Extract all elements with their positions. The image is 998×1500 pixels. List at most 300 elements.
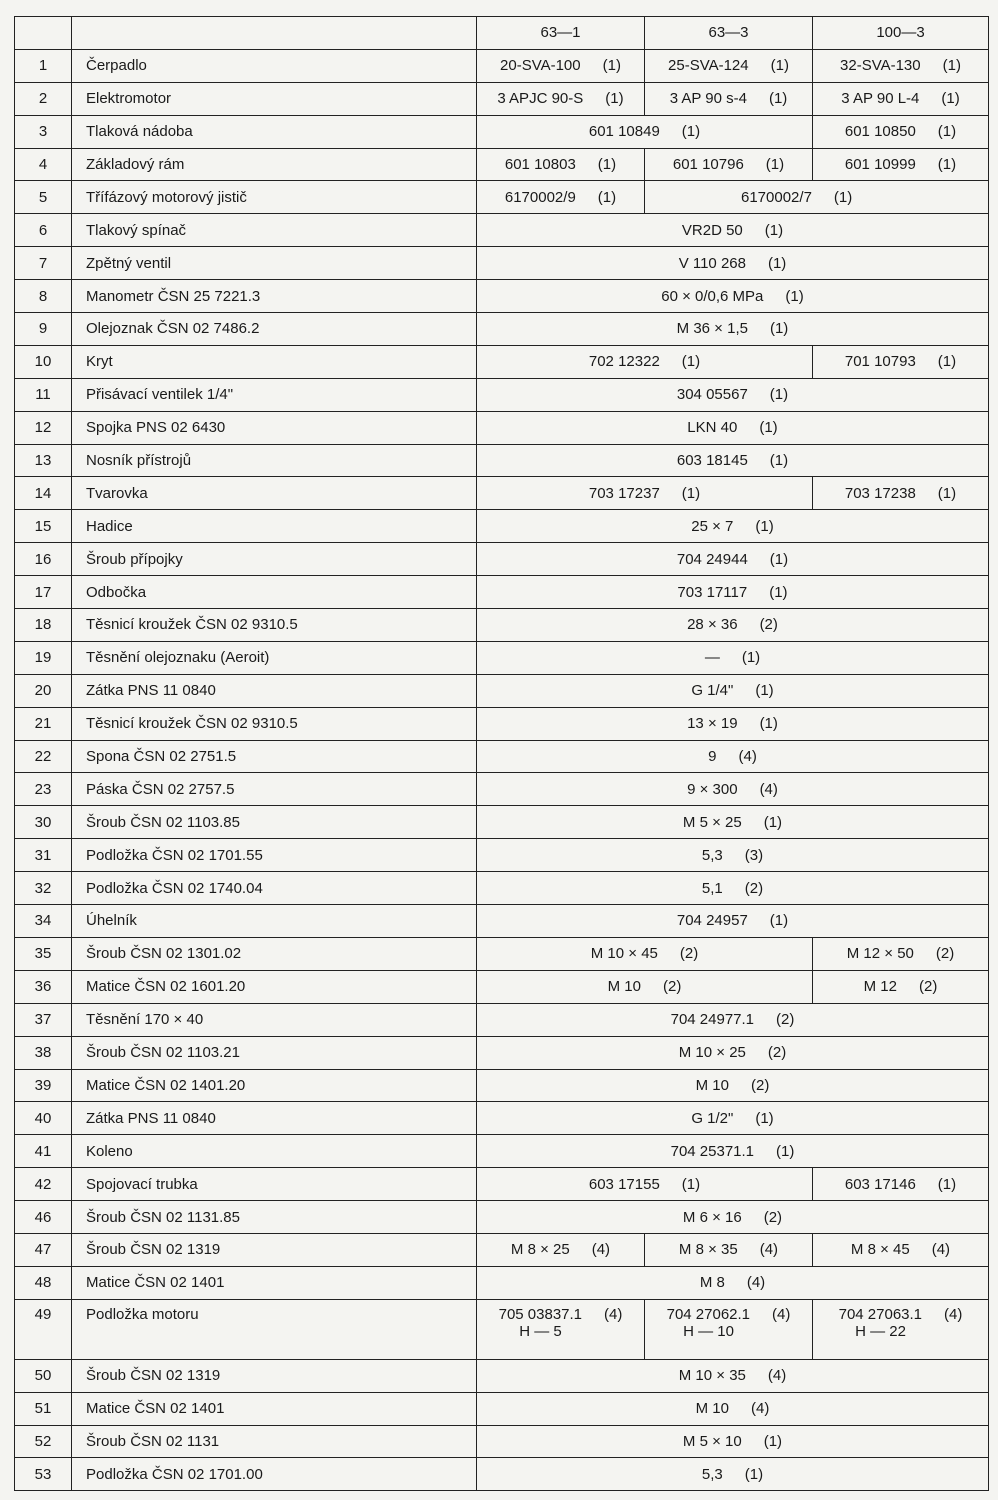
value-cell — [813, 477, 989, 510]
value-text: 603 18145 — [676, 452, 748, 470]
value-wrap — [481, 1077, 984, 1094]
value-cell — [477, 641, 989, 674]
value-cell — [477, 1359, 989, 1392]
table-row — [15, 1135, 989, 1168]
part-name: Šroub ČSN 02 1103.85 — [72, 806, 477, 839]
value-text: M 8 × 35 — [678, 1241, 738, 1259]
parts-table — [14, 16, 989, 1491]
position-number: 2 — [15, 82, 72, 115]
value-cell — [813, 1299, 989, 1359]
part-name: Spona ČSN 02 2751.5 — [72, 740, 477, 773]
value-text: 3 APJC 90-S — [497, 90, 584, 108]
table-row — [15, 905, 989, 938]
position-number: 10 — [15, 345, 72, 378]
quantity-text: (1) — [769, 583, 788, 601]
value-wrap — [481, 616, 984, 633]
part-name: Páska ČSN 02 2757.5 — [72, 773, 477, 806]
quantity-text: (1) — [769, 386, 789, 404]
header-name-cell — [72, 17, 477, 50]
value-wrap — [481, 1400, 984, 1417]
table-row — [15, 1036, 989, 1069]
part-name: Těsnicí kroužek ČSN 02 9310.5 — [72, 609, 477, 642]
quantity-text: (1) — [681, 1175, 701, 1193]
value-text: M 10 × 45 — [590, 945, 658, 963]
part-name: Elektromotor — [72, 82, 477, 115]
table-row — [15, 378, 989, 411]
value-wrap — [481, 189, 640, 206]
position-number: 39 — [15, 1069, 72, 1102]
part-name: Těsnění 170 × 40 — [72, 1003, 477, 1036]
value-text: M 10 × 25 — [678, 1044, 746, 1062]
value-wrap — [481, 353, 808, 370]
quantity-text: (1) — [744, 1465, 764, 1483]
value-wrap — [817, 1176, 984, 1193]
quantity-text: (1) — [767, 254, 787, 272]
value-cell — [477, 576, 989, 609]
table-row — [15, 937, 989, 970]
value-wrap — [481, 485, 808, 502]
value-wrap — [481, 1433, 984, 1450]
value-cell — [477, 1069, 989, 1102]
value-wrap — [481, 682, 984, 699]
quantity-text: (1) — [942, 57, 961, 75]
table-row — [15, 674, 989, 707]
value-text: 702 12322 — [588, 353, 660, 371]
value-text: M 10 — [695, 1076, 729, 1094]
value-cell — [645, 1233, 813, 1266]
value-cell — [645, 82, 813, 115]
position-number: 23 — [15, 773, 72, 806]
value-cell — [813, 970, 989, 1003]
value-cell — [477, 1135, 989, 1168]
part-name: Zátka PNS 11 0840 — [72, 1102, 477, 1135]
value-text: 703 17238 — [844, 484, 916, 502]
value-text: 5,3 — [701, 846, 723, 864]
position-number: 49 — [15, 1299, 72, 1359]
part-name: Podložka ČSN 02 1701.00 — [72, 1458, 477, 1491]
position-number: 12 — [15, 411, 72, 444]
value-text: 25 × 7 — [691, 517, 734, 535]
position-number: 36 — [15, 970, 72, 1003]
value-cell — [645, 49, 813, 82]
quantity-text: (1) — [759, 419, 778, 437]
quantity-text: (1) — [681, 353, 701, 371]
value-wrap — [481, 1274, 984, 1291]
position-number: 6 — [15, 214, 72, 247]
part-name: Spojovací trubka — [72, 1168, 477, 1201]
value-text: M 8 × 45 — [850, 1241, 910, 1259]
part-name: Matice ČSN 02 1401.20 — [72, 1069, 477, 1102]
value-text: 32-SVA-130 — [840, 57, 921, 75]
header-number-cell — [15, 17, 72, 50]
table-row — [15, 1458, 989, 1491]
position-number: 31 — [15, 839, 72, 872]
quantity-text: (1) — [755, 1109, 774, 1127]
value-text: 703 17237 — [588, 484, 660, 502]
value-wrap — [481, 748, 984, 765]
position-number: 14 — [15, 477, 72, 510]
value-cell — [477, 1425, 989, 1458]
value-cell — [477, 543, 989, 576]
value-text: 704 27062.1 — [666, 1305, 751, 1323]
table-row — [15, 247, 989, 280]
value-cell — [477, 444, 989, 477]
quantity-text: (1) — [681, 484, 701, 502]
quantity-text: (4) — [772, 1305, 791, 1323]
value-cell — [813, 49, 989, 82]
value-cell — [477, 510, 989, 543]
value-text: 601 10796 — [672, 156, 744, 173]
value-wrap — [481, 847, 984, 864]
value-wrap — [481, 781, 984, 798]
quantity-text: (2) — [919, 978, 938, 996]
table-row — [15, 345, 989, 378]
position-number: 35 — [15, 937, 72, 970]
value-text: 3 AP 90 s-4 — [669, 90, 747, 108]
part-name: Matice ČSN 02 1601.20 — [72, 970, 477, 1003]
part-name: Podložka motoru — [72, 1299, 477, 1359]
value-wrap — [481, 1044, 984, 1061]
quantity-text: (1) — [937, 156, 957, 173]
value-cell — [477, 905, 989, 938]
position-number: 50 — [15, 1359, 72, 1392]
value-wrap — [481, 978, 808, 995]
value-text: V 110 268 — [678, 254, 746, 272]
table-row — [15, 82, 989, 115]
part-name: Manometr ČSN 25 7221.3 — [72, 280, 477, 313]
value-cell — [477, 970, 813, 1003]
value-wrap — [481, 1143, 984, 1160]
value-text: 705 03837.1 — [498, 1305, 583, 1323]
value-cell — [477, 806, 989, 839]
position-number: 13 — [15, 444, 72, 477]
value-wrap — [481, 156, 640, 173]
part-name: Přisávací ventilek 1/4" — [72, 378, 477, 411]
value-text: 601 10849 — [588, 123, 660, 141]
table-row — [15, 970, 989, 1003]
value-text: 25-SVA-124 — [668, 57, 749, 75]
part-name: Spojka PNS 02 6430 — [72, 411, 477, 444]
value-cell — [813, 148, 989, 181]
table-row — [15, 1102, 989, 1135]
table-row — [15, 773, 989, 806]
value-wrap — [481, 255, 984, 272]
value-cell — [813, 1233, 989, 1266]
quantity-text: (1) — [597, 188, 617, 206]
position-number: 11 — [15, 378, 72, 411]
quantity-text: (1) — [937, 353, 957, 371]
value-text: M 10 — [607, 978, 641, 996]
value-cell — [477, 1102, 989, 1135]
header-variant-100-3: 100—3 — [813, 17, 989, 50]
value-cell — [477, 674, 989, 707]
value-cell — [477, 378, 989, 411]
value-text: 601 10999 — [844, 156, 916, 173]
part-name: Matice ČSN 02 1401 — [72, 1266, 477, 1299]
value-wrap — [481, 386, 984, 403]
part-name: Olejoznak ČSN 02 7486.2 — [72, 313, 477, 346]
position-number: 3 — [15, 115, 72, 148]
table-row — [15, 444, 989, 477]
value-cell — [477, 1266, 989, 1299]
parts-table-body — [15, 17, 989, 1491]
value-text: 704 27063.1 — [838, 1305, 923, 1323]
part-name: Třífázový motorový jistič — [72, 181, 477, 214]
quantity-text: (1) — [776, 1142, 795, 1160]
quantity-text: (2) — [763, 1208, 783, 1226]
position-number: 40 — [15, 1102, 72, 1135]
table-row — [15, 148, 989, 181]
position-number: 19 — [15, 641, 72, 674]
value-cell — [477, 115, 813, 148]
value-cell — [477, 1392, 989, 1425]
value-cell — [477, 707, 989, 740]
quantity-text: (1) — [769, 452, 789, 470]
table-row — [15, 641, 989, 674]
part-name: Šroub ČSN 02 1319 — [72, 1359, 477, 1392]
value-text: 601 10850 — [844, 123, 916, 141]
table-row — [15, 609, 989, 642]
value-wrap — [817, 945, 984, 962]
position-number: 47 — [15, 1233, 72, 1266]
table-row — [15, 510, 989, 543]
quantity-text: (2) — [767, 1044, 787, 1062]
value-wrap — [481, 1367, 984, 1384]
table-row — [15, 707, 989, 740]
quantity-text: (1) — [937, 123, 957, 141]
quantity-text: (1) — [759, 715, 778, 733]
quantity-text: (1) — [597, 156, 617, 173]
value-wrap — [817, 90, 984, 107]
value-text: 601 10803 — [504, 156, 576, 173]
table-row — [15, 872, 989, 905]
part-name: Čerpadlo — [72, 49, 477, 82]
quantity-text: (1) — [769, 912, 789, 930]
table-row — [15, 1069, 989, 1102]
part-name: Šroub ČSN 02 1301.02 — [72, 937, 477, 970]
part-name: Šroub ČSN 02 1131.85 — [72, 1201, 477, 1234]
value-wrap — [481, 320, 984, 337]
quantity-text: (1) — [602, 57, 621, 75]
value-cell — [477, 1036, 989, 1069]
header-variant-63-1: 63—1 — [477, 17, 645, 50]
quantity-text: (2) — [935, 945, 955, 963]
value-text: — — [704, 649, 720, 667]
quantity-text: (2) — [744, 879, 764, 897]
position-number: 9 — [15, 313, 72, 346]
position-number: 18 — [15, 609, 72, 642]
value-wrap — [817, 57, 984, 74]
position-number: 15 — [15, 510, 72, 543]
value-text: M 10 × 35 — [678, 1367, 746, 1385]
value-wrap — [481, 1306, 640, 1323]
value-text: 5,3 — [701, 1465, 723, 1483]
value-text: M 5 × 10 — [682, 1432, 742, 1450]
table-row — [15, 1201, 989, 1234]
value-wrap — [817, 485, 984, 502]
table-row — [15, 1233, 989, 1266]
value-text: M 12 × 50 — [846, 945, 914, 963]
value-wrap — [481, 584, 984, 601]
table-row — [15, 576, 989, 609]
part-name: Kryt — [72, 345, 477, 378]
value-text: 20-SVA-100 — [500, 57, 581, 75]
value-cell — [477, 609, 989, 642]
value-cell — [477, 280, 989, 313]
quantity-text: (4) — [751, 1400, 770, 1418]
value-text: M 8 × 25 — [510, 1241, 570, 1259]
quantity-text: (4) — [746, 1274, 766, 1292]
part-name: Zátka PNS 11 0840 — [72, 674, 477, 707]
value-cell — [477, 181, 645, 214]
part-name: Podložka ČSN 02 1701.55 — [72, 839, 477, 872]
position-number: 22 — [15, 740, 72, 773]
value-cell — [477, 214, 989, 247]
value-wrap — [817, 156, 984, 173]
position-number: 8 — [15, 280, 72, 313]
quantity-text: (1) — [768, 90, 788, 108]
value-text: 704 25371.1 — [670, 1142, 755, 1160]
table-row — [15, 1299, 989, 1359]
part-name: Tlakový spínač — [72, 214, 477, 247]
value-wrap — [481, 518, 984, 535]
quantity-text: (4) — [767, 1367, 787, 1385]
value-text: 704 24977.1 — [670, 1011, 755, 1029]
position-number: 53 — [15, 1458, 72, 1491]
value-cell — [477, 937, 813, 970]
quantity-text: (1) — [937, 1175, 957, 1193]
table-row — [15, 1003, 989, 1036]
quantity-text: (1) — [769, 320, 789, 338]
value-text: 60 × 0/0,6 MPa — [661, 287, 764, 305]
table-row — [15, 740, 989, 773]
quantity-text: (1) — [755, 682, 774, 700]
value-text: 6170002/9 — [504, 188, 576, 206]
value-cell — [477, 247, 989, 280]
table-row — [15, 280, 989, 313]
position-number: 32 — [15, 872, 72, 905]
table-row — [15, 49, 989, 82]
value-cell — [813, 82, 989, 115]
table-row — [15, 806, 989, 839]
part-name: Tvarovka — [72, 477, 477, 510]
value-wrap — [741, 189, 984, 206]
value-text: 304 05567 — [676, 386, 748, 404]
value-text: M 12 — [863, 978, 897, 996]
table-row — [15, 1425, 989, 1458]
value-cell — [477, 1233, 645, 1266]
value-text: 9 × 300 — [687, 780, 738, 798]
value-wrap — [649, 1306, 808, 1323]
table-row — [15, 411, 989, 444]
value-text: 28 × 36 — [687, 616, 738, 634]
part-name: Podložka ČSN 02 1740.04 — [72, 872, 477, 905]
quantity-text: (4) — [738, 748, 757, 766]
table-row — [15, 1168, 989, 1201]
quantity-text: (2) — [679, 945, 699, 963]
quantity-text: (1) — [763, 1432, 783, 1450]
part-name: Odbočka — [72, 576, 477, 609]
value-wrap — [481, 715, 984, 732]
position-number: 38 — [15, 1036, 72, 1069]
value-wrap — [481, 90, 640, 107]
value-cell — [477, 1458, 989, 1491]
position-number: 1 — [15, 49, 72, 82]
position-number: 37 — [15, 1003, 72, 1036]
value-wrap — [481, 1110, 984, 1127]
quantity-text: (4) — [759, 780, 778, 798]
part-name: Zpětný ventil — [72, 247, 477, 280]
value-text: 703 17117 — [677, 583, 748, 601]
value-text: LKN 40 — [687, 419, 738, 437]
value-wrap — [817, 123, 984, 140]
part-name: Šroub ČSN 02 1131 — [72, 1425, 477, 1458]
value-text: M 8 — [699, 1274, 725, 1292]
value-text: M 10 — [695, 1400, 729, 1418]
value-wrap — [481, 1011, 984, 1028]
value-wrap — [817, 1241, 984, 1258]
value-wrap — [481, 880, 984, 897]
value-cell — [477, 1003, 989, 1036]
value-wrap — [481, 419, 984, 436]
quantity-text: (1) — [937, 484, 957, 502]
position-number: 4 — [15, 148, 72, 181]
value-cell — [477, 148, 645, 181]
quantity-text: (4) — [931, 1241, 951, 1259]
part-name: Šroub ČSN 02 1103.21 — [72, 1036, 477, 1069]
value-wrap — [481, 288, 984, 305]
table-row — [15, 1266, 989, 1299]
quantity-text: (1) — [833, 188, 853, 206]
quantity-text: (4) — [591, 1241, 611, 1259]
value-text: 603 17155 — [588, 1175, 660, 1193]
quantity-text: (4) — [604, 1305, 623, 1323]
value-cell — [477, 839, 989, 872]
position-number: 51 — [15, 1392, 72, 1425]
quantity-text: (2) — [759, 616, 778, 634]
quantity-text: (1) — [764, 221, 784, 239]
table-row — [15, 839, 989, 872]
value-cell — [477, 872, 989, 905]
value-wrap — [649, 57, 808, 74]
position-number: 17 — [15, 576, 72, 609]
position-number: 48 — [15, 1266, 72, 1299]
value-wrap — [481, 1241, 640, 1258]
position-number: 16 — [15, 543, 72, 576]
value-text: 13 × 19 — [687, 715, 738, 733]
value-text: G 1/4" — [691, 682, 734, 700]
quantity-text: (4) — [759, 1241, 779, 1259]
value-cell — [477, 1201, 989, 1234]
part-name: Základový rám — [72, 148, 477, 181]
quantity-text: (2) — [663, 978, 682, 996]
value-wrap — [481, 1466, 984, 1483]
value-cell — [477, 1168, 813, 1201]
value-cell — [645, 148, 813, 181]
value-wrap — [481, 912, 984, 929]
value-cell — [645, 181, 989, 214]
value-text: 6170002/7 — [741, 188, 812, 206]
value-wrap — [649, 90, 808, 107]
value-cell — [813, 937, 989, 970]
value-wrap — [481, 123, 808, 140]
quantity-text: (2) — [751, 1076, 770, 1094]
position-number: 52 — [15, 1425, 72, 1458]
value-wrap — [817, 978, 984, 995]
position-number: 20 — [15, 674, 72, 707]
value-cell — [813, 115, 989, 148]
table-row — [15, 115, 989, 148]
